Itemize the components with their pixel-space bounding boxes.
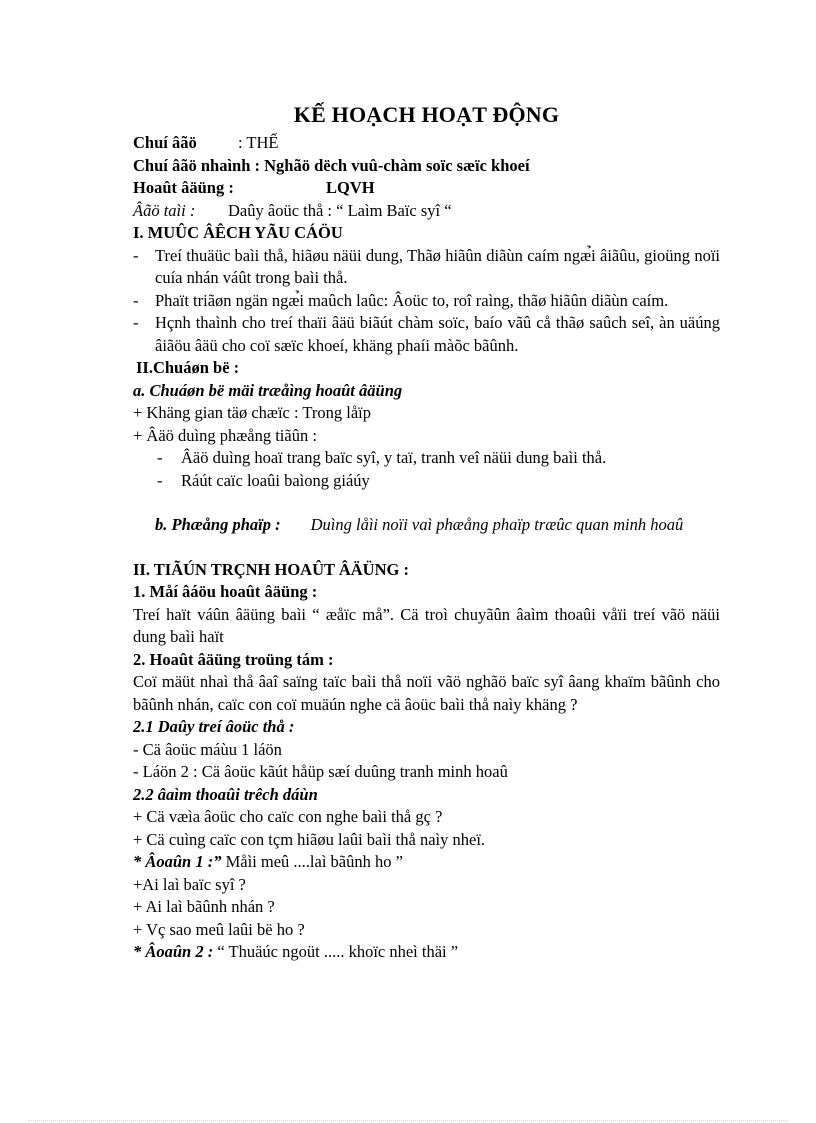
stanza2-text: “ Thuäúc ngoüt ..... khoïc nheì thäi ” [213, 942, 459, 961]
space-line: + Khäng gian täø chæïc : Trong låïp [133, 403, 371, 422]
method-label: b. Phæång phaïp : [155, 515, 281, 534]
stanza1-label: * Âoaûn 1 :” [133, 852, 222, 871]
discussion-line: + Cä cuìng caïc con tçm hiãøu laûi baìi thå naìy nheï. [133, 829, 486, 849]
materials-line: + Âäö duìng phæång tiãûn : [133, 425, 317, 445]
subsection-2-2-heading: 2.2 âaìm thoaûi trêch dáùn [133, 784, 318, 804]
material-item: - Âäö duìng hoaï trang baïc syî, y taï, tranh veî näüi dung baìi thå. [133, 447, 720, 470]
activity-value: LQVH [326, 178, 375, 197]
page-title: KẾ HOẠCH HOẠT ĐỘNG [293, 102, 560, 127]
topic-label: Chuí âãö [133, 133, 197, 152]
question-line: +Ai laì baïc syî ? [133, 874, 246, 894]
lesson-title-line [133, 200, 720, 223]
section-process-heading: II. TIÃÚN TRÇNH HOAÛT ÂÄÜNG : [133, 559, 409, 579]
subsection-2-1-heading: 2.1 Daûy treí âoüc thå : [133, 717, 295, 736]
activity-line [133, 177, 720, 200]
lesson-value: Daûy âoüc thå : “ Laìm Baïc syî “ [228, 200, 452, 220]
stanza2-label: * Âoaûn 2 : [133, 942, 214, 961]
objective-item: - Phaït triãøn ngän ngæ̉i maûch laûc: Âoüc to, roî raìng, thãø hiãûn diãùn caím. [133, 290, 720, 313]
step1-heading: 1. Måí âáöu hoaût âäüng : [133, 582, 318, 601]
stanza1-line [133, 851, 720, 874]
step1-text: Treí haït váûn âäüng baìi “ æåïc må”. Cä troì chuyãûn âaìm thoaûi våïi treí vãö näüi dung baìi haït [133, 604, 720, 646]
materials-list [133, 447, 720, 492]
question-line: + Ai laì bãûnh nhán ? [133, 897, 275, 916]
step2-heading: 2. Hoaût âäüng troüng tám : [133, 649, 334, 669]
topic-line [133, 132, 720, 155]
question-line: + Vç sao meû laûi bë ho ? [133, 919, 305, 939]
discussion-line: + Cä væìa âoüc cho caïc con nghe baìi thå gç ? [133, 807, 443, 826]
subtopic-line: Chuí âãö nhaình : Nghãö dëch vuû-chàm soïc sæïc khoeí [133, 155, 530, 175]
objective-item: - Hçnh thaình cho treí thaïi âäü biãút chàm soïc, baío vãû cå thãø saûch seî, àn uäúng âiãöu âäü cho coï sæïc khoeí, khäng phaíi màõc bãûnh. [133, 312, 720, 357]
method-text: Duìng låìi noïi vaì phæång phaïp træûc quan minh hoaû [310, 515, 684, 534]
objective-item: - Treí thuäüc baìi thå, hiãøu näüi dung, Thãø hiãûn diãùn caím ngæ̉i âiãûu, gioüng noïi cuía nhán váût trong baìi thå. [133, 245, 720, 290]
step2-text: Coï mäüt nhaì thå âaî saïng taïc baìi thå noïi vãö nghãö baïc syî âang khaïm bãûnh cho bãûnh nhán, caïc con coï muäún nghe cä âoüc baìi thå naìy khäng ? [133, 672, 720, 714]
material-item: - Ráút caïc loaûi baìong giáúy [133, 470, 720, 493]
document-page [133, 100, 720, 964]
stanza2-line [133, 941, 720, 964]
reading-step: - Cä âoüc máùu 1 láön [133, 739, 282, 759]
method-paragraph [133, 514, 720, 537]
section-objectives-heading: I. MUÛC ÂÊCH YÃU CÁÖU [133, 223, 343, 242]
objectives-list [133, 245, 720, 358]
reading-step: - Láön 2 : Cä âoüc kãút håüp sæí duûng tranh minh hoaû [133, 762, 508, 781]
environment-heading: a. Chuáøn bë mäi træåìng hoaût âäüng [133, 380, 403, 400]
activity-label: Hoaût âäüng : [133, 178, 234, 197]
lesson-label: Âãö taìi : [133, 200, 196, 220]
page-bottom-divider [28, 1120, 788, 1121]
stanza1-text: Måìi meû ....laì bãûnh ho ” [221, 852, 403, 871]
section-preparation-heading: II.Chuáøn bë : [136, 358, 240, 377]
topic-value: : THẾ [238, 133, 279, 152]
